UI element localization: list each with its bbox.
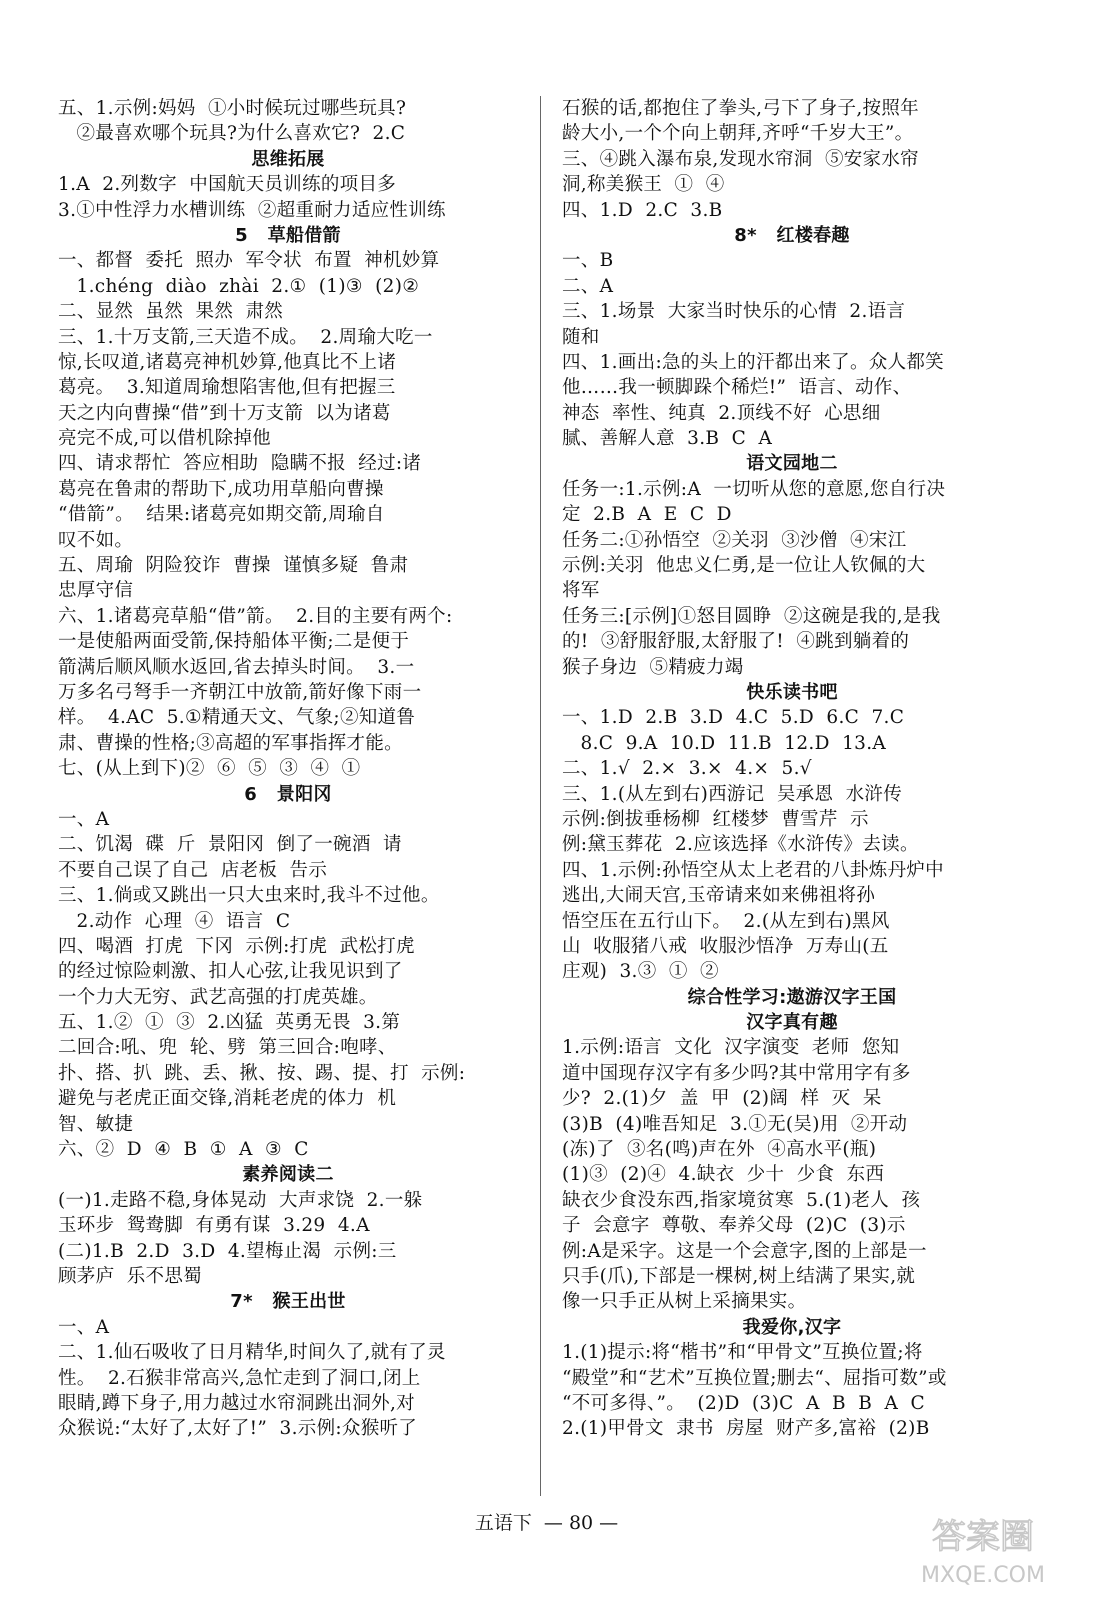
answer-line: 四、1.D 2.C 3.B [562, 199, 723, 221]
answer-line: 一个力大无穷、武艺高强的打虎英雄。 [58, 986, 378, 1008]
section-heading: 7* 猴王出世 [230, 1291, 346, 1313]
answer-line: 石猴的话,都抱住了拳头,弓下了身子,按照年 [562, 98, 919, 119]
answer-line: 一是使船两面受箭,保持船体平衡;二是便于 [58, 631, 410, 653]
answer-line: 洞,称美猴王 ① ④ [562, 174, 725, 196]
left-column [58, 96, 518, 1442]
answer-line: 像一只手正从树上采摘果实。 [562, 1291, 807, 1313]
page-footer: 五语下 — 80 — [474, 1512, 619, 1534]
answer-line: 智、敏捷 [58, 1113, 134, 1135]
answer-line: 缺衣少食没东西,指家境贫寒 5.(1)老人 孩 [562, 1189, 921, 1211]
answer-line: 示例:倒拔垂杨柳 红楼梦 曹雪芹 示 [562, 808, 869, 830]
answer-line: 悟空压在五行山下。 2.(从左到右)黑风 [562, 910, 890, 932]
answer-line: 2.动作 心理 ④ 语言 C [58, 910, 291, 932]
answer-line: 的经过惊险刺激、扣人心弦,让我见识到了 [58, 961, 403, 983]
watermark-logo [883, 1510, 1083, 1590]
answer-line: (1)③ (2)④ 4.缺衣 少十 少食 东西 [562, 1164, 885, 1186]
answer-line: 只手(爪),下部是一棵树,树上结满了果实,就 [562, 1265, 916, 1287]
answer-line: 三、1.十万支箭,三天造不成。 2.周瑜大吃一 [58, 326, 433, 348]
column-divider [540, 96, 541, 1496]
answer-line: 例:A是采字。这是一个会意字,图的上部是一 [562, 1240, 927, 1262]
answer-line: 任务二:①孙悟空 ②关羽 ③沙僧 ④宋江 [562, 529, 907, 551]
answer-line: 二回合:吼、兜 轮、劈 第三回合:咆哮、 [58, 1037, 397, 1059]
section-heading: 语文园地二 [746, 453, 838, 475]
answer-line: 五、周瑜 阴险狡诈 曹操 谨慎多疑 鲁肃 [58, 555, 409, 577]
answer-line: 三、1.(从左到右)西游记 吴承恩 水浒传 [562, 783, 903, 805]
answer-line: 箭满后顺风顺水返回,省去掉头时间。 3.一 [58, 656, 415, 678]
answer-line: 不要自己误了自己 店老板 告示 [58, 859, 328, 881]
answer-line: 一、1.D 2.B 3.D 4.C 5.D 6.C 7.C [562, 707, 905, 729]
answer-line: 随和 [562, 326, 600, 348]
answer-line: “不可多得、”。 (2)D (3)C A B B A C [562, 1392, 925, 1414]
answer-line: 性。 2.石猴非常高兴,急忙走到了洞口,闭上 [58, 1367, 421, 1389]
answer-line: 示例:关羽 他忠义仁勇,是一位让人钦佩的大 [562, 555, 926, 577]
answer-line: 五、1.示例:妈妈 ①小时候玩过哪些玩具? [58, 98, 407, 119]
answer-line: 叹不如。 [58, 529, 134, 551]
section-heading: 8* 红楼春趣 [734, 224, 850, 246]
answer-line: 玉环步 鸳鸯脚 有勇有谋 3.29 4.A [58, 1215, 370, 1237]
watermark-url: MXQE.COM [921, 1563, 1045, 1588]
answer-line: 神态 率性、纯真 2.顶线不好 心思细 [562, 402, 881, 424]
answer-line: 腻、善解人意 3.B C A [562, 428, 773, 450]
answer-line: 少? 2.(1)夕 盖 甲 (2)阔 样 灭 呆 [562, 1088, 882, 1110]
answer-line: 道中国现存汉字有多少吗?其中常用字有多 [562, 1062, 911, 1084]
answer-line: 顾茅庐 乐不思蜀 [58, 1265, 202, 1287]
answer-line: 二、A [562, 275, 614, 297]
answer-line: 四、请求帮忙 答应相助 隐瞒不报 经过:诸 [58, 453, 422, 475]
section-heading: 素养阅读二 [242, 1164, 334, 1186]
section-heading: 5 草船借箭 [235, 224, 341, 246]
answer-line: 天之内向曹操“借”到十万支箭 以为诸葛 [58, 402, 391, 424]
answer-line: 三、④跳入瀑布泉,发现水帘洞 ⑤安家水帘 [562, 148, 919, 170]
answer-line: 眼睛,蹲下身子,用力越过水帘洞跳出洞外,对 [58, 1392, 415, 1414]
answer-line: 万多名弓弩手一齐朝江中放箭,箭好像下雨一 [58, 681, 422, 703]
answer-line: (二)1.B 2.D 3.D 4.望梅止渴 示例:三 [58, 1240, 397, 1262]
answer-line: 二、1.仙石吸收了日月精华,时间久了,就有了灵 [58, 1342, 446, 1364]
answer-line: 庄观) 3.③ ① ② [562, 961, 719, 983]
answer-line: 七、(从上到下)② ⑥ ⑤ ③ ④ ① [58, 758, 361, 780]
answer-line: 一、A [58, 808, 110, 830]
section-heading: 6 景阳冈 [244, 783, 332, 805]
answer-line: 众猴说:“太好了,太好了!” 3.示例:众猴听了 [58, 1418, 418, 1440]
answer-line: 的! ③舒服舒服,太舒服了! ④跳到躺着的 [562, 631, 910, 653]
answer-line: 例:黛玉葬花 2.应该选择《水浒传》去读。 [562, 834, 919, 856]
section-heading: 思维拓展 [251, 148, 325, 170]
section-heading: 综合性学习:遨游汉字王国 [687, 986, 897, 1008]
answer-line: 避免与老虎正面交锋,消耗老虎的体力 机 [58, 1088, 397, 1110]
answer-line: 六、② D ④ B ① A ③ C [58, 1139, 309, 1161]
answer-line: 二、显然 虽然 果然 肃然 [58, 301, 284, 323]
answer-line: 一、A [58, 1316, 110, 1338]
answer-line: 子 会意字 尊敬、奉养父母 (2)C (3)示 [562, 1215, 906, 1237]
answer-line: 一、都督 委托 照办 军令状 布置 神机妙算 [58, 250, 440, 272]
answer-line: “借箭”。 结果:诸葛亮如期交箭,周瑜自 [58, 504, 385, 526]
answer-line: 三、1.场景 大家当时快乐的心情 2.语言 [562, 301, 906, 323]
answer-line: ②最喜欢哪个玩具?为什么喜欢它? 2.C [58, 123, 406, 145]
answer-line: (3)B (4)唯吾知足 3.①无(吴)用 ②开动 [562, 1113, 908, 1135]
answer-line: 五、1.② ① ③ 2.凶猛 英勇无畏 3.第 [58, 1012, 401, 1034]
answer-line: 1.A 2.列数字 中国航天员训练的项目多 [58, 174, 397, 196]
answer-line: 3.①中性浮力水槽训练 ②超重耐力适应性训练 [58, 199, 446, 221]
answer-line: 样。 4.AC 5.①精通天文、气象;②知道鲁 [58, 707, 416, 729]
answer-line: 将军 [562, 580, 600, 602]
answer-line: 惊,长叹道,诸葛亮神机妙算,他真比不上诸 [58, 351, 397, 373]
section-heading: 汉字真有趣 [746, 1012, 838, 1034]
answer-line: (一)1.走路不稳,身体晃动 大声求饶 2.一躲 [58, 1189, 423, 1211]
answer-line: 葛亮。 3.知道周瑜想陷害他,但有把握三 [58, 377, 396, 399]
answer-line: 1.示例:语言 文化 汉字演变 老师 您知 [562, 1037, 900, 1059]
answer-line: 1.(1)提示:将“楷书”和“甲骨文”互换位置;将 [562, 1342, 923, 1364]
right-column [562, 96, 1022, 1442]
answer-line: 六、1.诸葛亮草船“借”箭。 2.目的主要有两个: [58, 605, 453, 627]
answer-line: 忠厚守信 [58, 580, 134, 602]
section-heading: 我爱你,汉字 [742, 1316, 842, 1338]
answer-line: 四、1.示例:孙悟空从太上老君的八卦炼丹炉中 [562, 859, 944, 881]
answer-line: 2.(1)甲骨文 隶书 房屋 财产多,富裕 (2)B [562, 1418, 930, 1440]
watermark-text: 答案圈 [932, 1517, 1034, 1557]
answer-line: 逃出,大闹天宫,玉帝请来如来佛祖将孙 [562, 885, 876, 907]
answer-line: 他……我一顿脚跺个稀烂!” 语言、动作、 [562, 377, 912, 399]
section-heading: 快乐读书吧 [746, 681, 838, 703]
answer-line: 亮完不成,可以借机除掉他 [58, 428, 271, 450]
answer-line: 四、喝酒 打虎 下冈 示例:打虎 武松打虎 [58, 935, 415, 957]
answer-line: 二、饥渴 碟 斤 景阳冈 倒了一碗酒 请 [58, 834, 402, 856]
answer-line: 山 收服猪八戒 收服沙悟净 万寿山(五 [562, 935, 889, 957]
answer-line: 一、B [562, 250, 614, 272]
answer-line: 三、1.倘或又跳出一只大虫来时,我斗不过他。 [58, 885, 440, 907]
answer-line: 8.C 9.A 10.D 11.B 12.D 13.A [562, 732, 887, 754]
answer-line: “殿堂”和“艺术”互换位置;删去“、屈指可数”或 [562, 1367, 947, 1389]
answer-line: 葛亮在鲁肃的帮助下,成功用草船向曹操 [58, 478, 384, 500]
answer-line: (冻)了 ③名(鸣)声在外 ④高水平(瓶) [562, 1139, 877, 1161]
answer-line: 肃、曹操的性格;③高超的军事指挥才能。 [58, 732, 403, 754]
answer-line: 四、1.画出:急的头上的汗都出来了。众人都笑 [562, 351, 944, 373]
answer-line: 龄大小,一个个向上朝拜,齐呼“千岁大王”。 [562, 123, 914, 145]
answer-line: 1.chéng diào zhài 2.① (1)③ (2)② [58, 275, 420, 297]
answer-line: 任务三:[示例]①怒目圆睁 ②这碗是我的,是我 [562, 605, 941, 627]
answer-line: 猴子身边 ⑤精疲力竭 [562, 656, 744, 678]
answer-line: 扑、搭、扒 跳、丢、揪、按、踢、提、打 示例: [58, 1062, 466, 1084]
answer-line: 定 2.B A E C D [562, 504, 732, 526]
answer-line: 任务一:1.示例:A 一切听从您的意愿,您自行决 [562, 478, 946, 500]
answer-line: 二、1.√ 2.× 3.× 4.× 5.√ [562, 758, 812, 780]
